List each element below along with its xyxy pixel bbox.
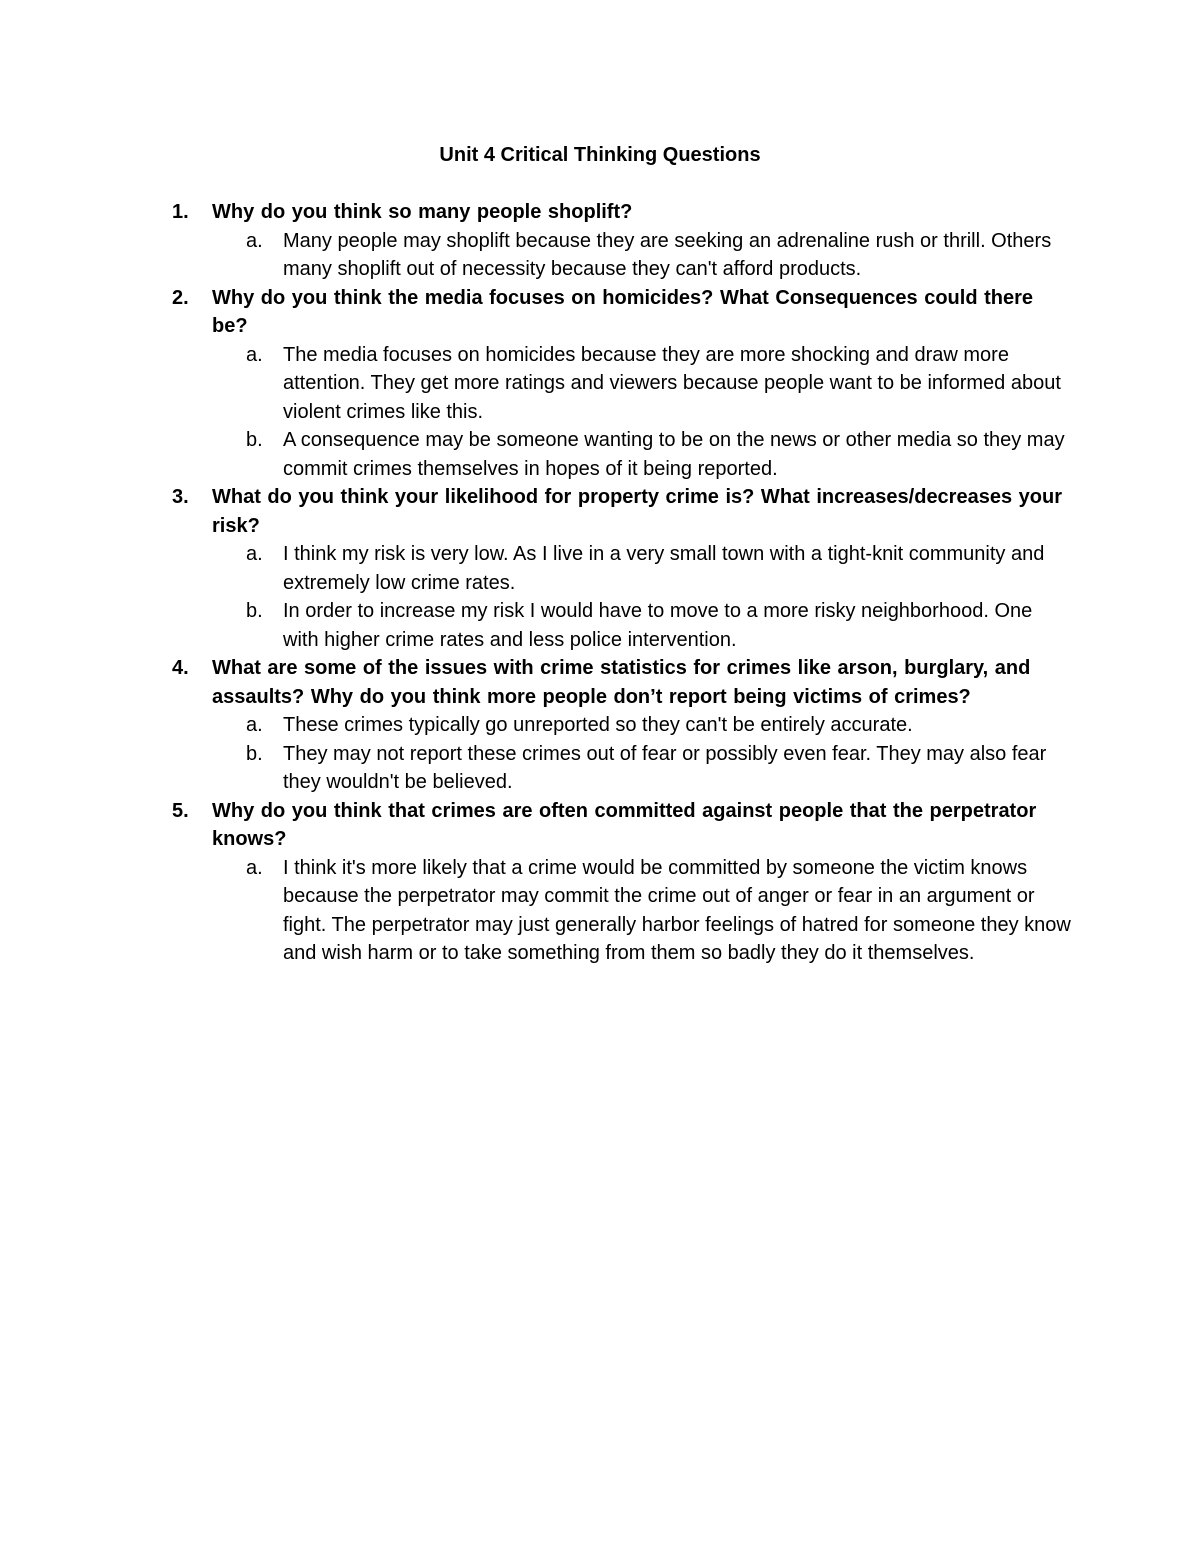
question-4 bbox=[172, 654, 1072, 711]
question-text: What do you think your likelihood for property crime is? What increases/decreases your risk? bbox=[212, 486, 1062, 537]
question-text: Why do you think the media focuses on homicides? What Consequences could there be? bbox=[212, 286, 1033, 337]
question-1 bbox=[172, 198, 1072, 227]
answer-3a bbox=[172, 540, 1072, 597]
question-text: Why do you think that crimes are often committed against people that the perpetrator knows? bbox=[212, 799, 1037, 850]
answer-4b bbox=[172, 740, 1072, 797]
answer-letter: a. bbox=[246, 856, 263, 879]
answer-2b bbox=[172, 426, 1072, 483]
answer-text: Many people may shoplift because they are seeking an adrenaline rush or thrill. Others many shoplift out of necessity because they can't afford products. bbox=[283, 229, 1052, 280]
question-number: 5. bbox=[172, 799, 189, 822]
question-number: 2. bbox=[172, 286, 189, 309]
answer-letter: a. bbox=[246, 343, 263, 366]
answer-3b bbox=[172, 597, 1072, 654]
answer-letter: a. bbox=[246, 543, 263, 565]
answer-4a bbox=[172, 711, 1072, 740]
answer-text: The media focuses on homicides because they are more shocking and draw more attention. They get more ratings and viewers because people want to be informed about violent crimes like this. bbox=[283, 343, 1061, 423]
answer-text: In order to increase my risk I would have to move to a more risky neighborhood. One with higher crime rates and less police intervention. bbox=[283, 600, 1033, 651]
answer-letter: a. bbox=[246, 714, 263, 736]
answer-text: They may not report these crimes out of fear or possibly even fear. They may also fear they wouldn't be believed. bbox=[283, 742, 1047, 793]
question-text: What are some of the issues with crime statistics for crimes like arson, burglary, and assaults? Why do you think more people don’t report being victims of crimes? bbox=[212, 657, 1031, 708]
question-number: 1. bbox=[172, 201, 189, 223]
question-number: 4. bbox=[172, 657, 189, 679]
question-2 bbox=[172, 284, 1072, 341]
question-3 bbox=[172, 483, 1072, 540]
answer-letter: b. bbox=[246, 742, 263, 765]
answer-letter: b. bbox=[246, 429, 263, 451]
answer-text: I think my risk is very low. As I live in a very small town with a tight-knit community and extremely low crime rates. bbox=[283, 543, 1045, 594]
answer-1a bbox=[172, 227, 1072, 284]
answer-text: A consequence may be someone wanting to be on the news or other media so they may commit crimes themselves in hopes of it being reported. bbox=[283, 429, 1065, 480]
answer-2a bbox=[172, 341, 1072, 427]
answer-text: I think it's more likely that a crime would be committed by someone the victim knows because the perpetrator may commit the crime out of anger or fear in an argument or fight. The perpetrator may just generally harbor feelings of hatred for someone they know and wish harm or to take something from them so badly they do it themselves. bbox=[283, 856, 1071, 964]
question-text: Why do you think so many people shoplift? bbox=[212, 201, 633, 223]
answer-5a bbox=[172, 854, 1072, 968]
answer-text: These crimes typically go unreported so they can't be entirely accurate. bbox=[283, 714, 913, 736]
answer-letter: b. bbox=[246, 600, 263, 622]
answer-letter: a. bbox=[246, 229, 263, 252]
question-5 bbox=[172, 797, 1072, 854]
question-list bbox=[172, 198, 1072, 968]
question-number: 3. bbox=[172, 486, 189, 508]
document-title: Unit 4 Critical Thinking Questions bbox=[439, 144, 761, 166]
